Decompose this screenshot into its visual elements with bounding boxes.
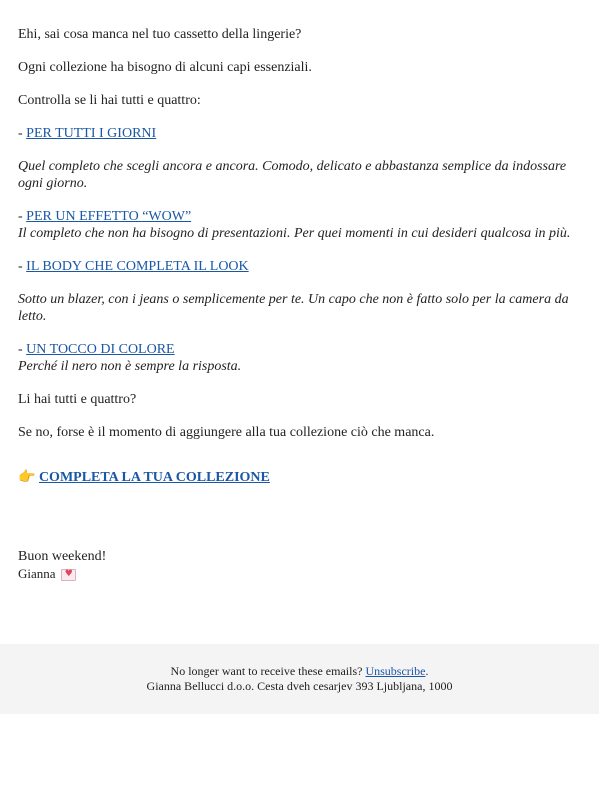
outro-suggestion: Se no, forse è il momento di aggiungere alla tua collezione ciò che manca. xyxy=(18,425,435,440)
item-description: Perché il nero non è sempre la risposta. xyxy=(18,359,242,374)
item-prefix: - xyxy=(18,126,27,141)
email-footer xyxy=(0,644,599,714)
signoff-name: Gianna xyxy=(18,566,56,581)
everyday-link[interactable]: PER TUTTI I GIORNI xyxy=(26,126,157,141)
body-link[interactable]: IL BODY CHE COMPLETA IL LOOK xyxy=(26,259,249,274)
item-description: Quel completo che scegli ancora e ancora. Comodo, delicato e abbastanza semplice da indossare ogni giorno. xyxy=(18,159,567,191)
signoff-greeting: Buon weekend! xyxy=(18,549,107,564)
item-description: Sotto un blazer, con i jeans o semplicemente per te. Un capo che non è fatto solo per la camera da letto. xyxy=(18,292,569,324)
color-touch-link[interactable]: UN TOCCO DI COLORE xyxy=(26,342,175,357)
wow-effect-link[interactable]: PER UN EFFETTO “WOW” xyxy=(26,209,192,224)
signoff xyxy=(18,548,582,582)
item-description: Il completo che non ha bisogno di presentazioni. Per quei momenti in cui desideri qualcosa in più. xyxy=(18,226,571,241)
signoff-name-row xyxy=(18,565,582,582)
intro-line-3: Controlla se li hai tutti e quattro: xyxy=(18,93,201,108)
item-prefix: - xyxy=(18,259,27,274)
item-prefix: - xyxy=(18,342,27,357)
unsubscribe-suffix: . xyxy=(425,664,429,678)
item-prefix: - xyxy=(18,209,27,224)
intro-line-2: Ogni collezione ha bisogno di alcuni capi essenziali. xyxy=(18,60,312,75)
unsubscribe-row xyxy=(0,664,599,679)
company-address: Gianna Bellucci d.o.o. Cesta dveh cesarjev 393 Ljubljana, 1000 xyxy=(146,679,453,693)
list-item xyxy=(18,208,582,225)
unsubscribe-link[interactable]: Unsubscribe xyxy=(365,664,426,678)
list-item xyxy=(18,341,582,358)
cta-row xyxy=(18,469,582,486)
unsubscribe-text: No longer want to receive these emails? xyxy=(170,664,363,678)
outro-question: Li hai tutti e quattro? xyxy=(18,392,137,407)
intro-line-1: Ehi, sai cosa manca nel tuo cassetto della lingerie? xyxy=(18,27,302,42)
pointing-hand-icon: 👉 xyxy=(18,469,36,485)
love-letter-icon xyxy=(61,569,76,581)
complete-collection-button[interactable]: COMPLETA LA TUA COLLEZIONE xyxy=(38,470,270,485)
list-item xyxy=(18,258,582,275)
list-item xyxy=(18,125,582,142)
